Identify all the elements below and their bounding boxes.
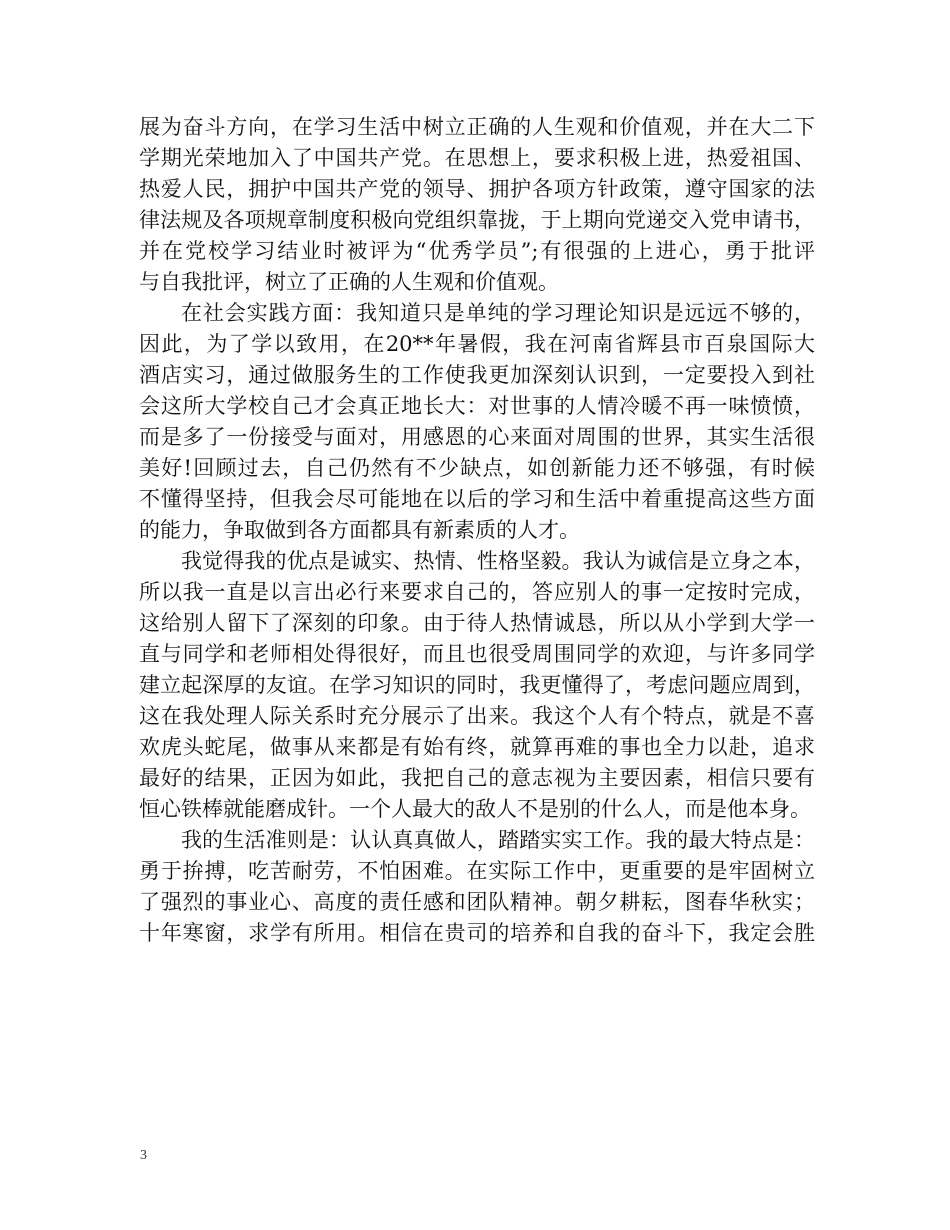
paragraph-first-line: 我觉得我的优点是诚实、热情、性格坚毅。我认为诚信是立身之本， xyxy=(181,549,815,573)
paragraph-first-line: 在社会实践方面：我知道只是单纯的学习理论知识是远远不够的， xyxy=(181,301,815,325)
document-body xyxy=(139,112,815,949)
text-line: 而是多了一份接受与面对，用感恩的心来面对周围的世界，其实生活很 xyxy=(139,425,815,449)
text-line: 直与同学和老师相处得很好，而且也很受周围同学的欢迎，与许多同学 xyxy=(139,642,815,666)
text-line: 酒店实习，通过做服务生的工作使我更加深刻认识到，一定要投入到社 xyxy=(139,363,815,387)
page-number: 3 xyxy=(140,1148,147,1163)
text-line: 恒心铁棒就能磨成针。一个人最大的敌人不是别的什么人，而是他本身。 xyxy=(139,797,811,821)
text-line: 的能力，争取做到各方面都具有新素质的人才。 xyxy=(139,518,580,542)
text-line: 展为奋斗方向，在学习生活中树立正确的人生观和价值观，并在大二下 xyxy=(139,115,815,139)
text-line: 最好的结果，正因为如此，我把自己的意志视为主要因素，相信只要有 xyxy=(139,766,815,790)
text-line: 因此，为了学以致用，在20**年暑假，我在河南省辉县市百泉国际大 xyxy=(139,332,815,356)
text-line: 建立起深厚的友谊。在学习知识的同时，我更懂得了，考虑问题应周到， xyxy=(139,673,815,697)
text-line: 这给别人留下了深刻的印象。由于待人热情诚恳，所以从小学到大学一 xyxy=(139,611,815,635)
text-line: 热爱人民，拥护中国共产党的领导、拥护各项方针政策，遵守国家的法 xyxy=(139,177,815,201)
text-line: 了强烈的事业心、高度的责任感和团队精神。朝夕耕耘，图春华秋实； xyxy=(139,890,815,914)
text-line: 律法规及各项规章制度积极向党组织靠拢，于上期向党递交入党申请书， xyxy=(139,208,815,232)
text-line: 十年寒窗，求学有所用。相信在贵司的培养和自我的奋斗下，我定会胜 xyxy=(139,921,815,945)
text-line: 美好!回顾过去，自己仍然有不少缺点，如创新能力还不够强，有时候 xyxy=(139,456,815,480)
text-line: 所以我一直是以言出必行来要求自己的，答应别人的事一定按时完成， xyxy=(139,580,815,604)
text-line: 会这所大学校自己才会真正地长大：对世事的人情冷暖不再一味愤愤， xyxy=(139,394,815,418)
text-line: 学期光荣地加入了中国共产党。在思想上，要求积极上进，热爱祖国、 xyxy=(139,146,815,170)
paragraph-first-line: 我的生活准则是：认认真真做人，踏踏实实工作。我的最大特点是： xyxy=(181,828,815,852)
text-line: 这在我处理人际关系时充分展示了出来。我这个人有个特点，就是不喜 xyxy=(139,704,815,728)
text-line: 并在党校学习结业时被评为“优秀学员”;有很强的上进心，勇于批评 xyxy=(139,239,815,263)
text-line: 不懂得坚持，但我会尽可能地在以后的学习和生活中着重提高这些方面 xyxy=(139,487,815,511)
text-line: 勇于拚搏，吃苦耐劳，不怕困难。在实际工作中，更重要的是牢固树立 xyxy=(139,859,815,883)
text-line: 与自我批评，树立了正确的人生观和价值观。 xyxy=(139,270,559,294)
text-line: 欢虎头蛇尾，做事从来都是有始有终，就算再难的事也全力以赴，追求 xyxy=(139,735,815,759)
